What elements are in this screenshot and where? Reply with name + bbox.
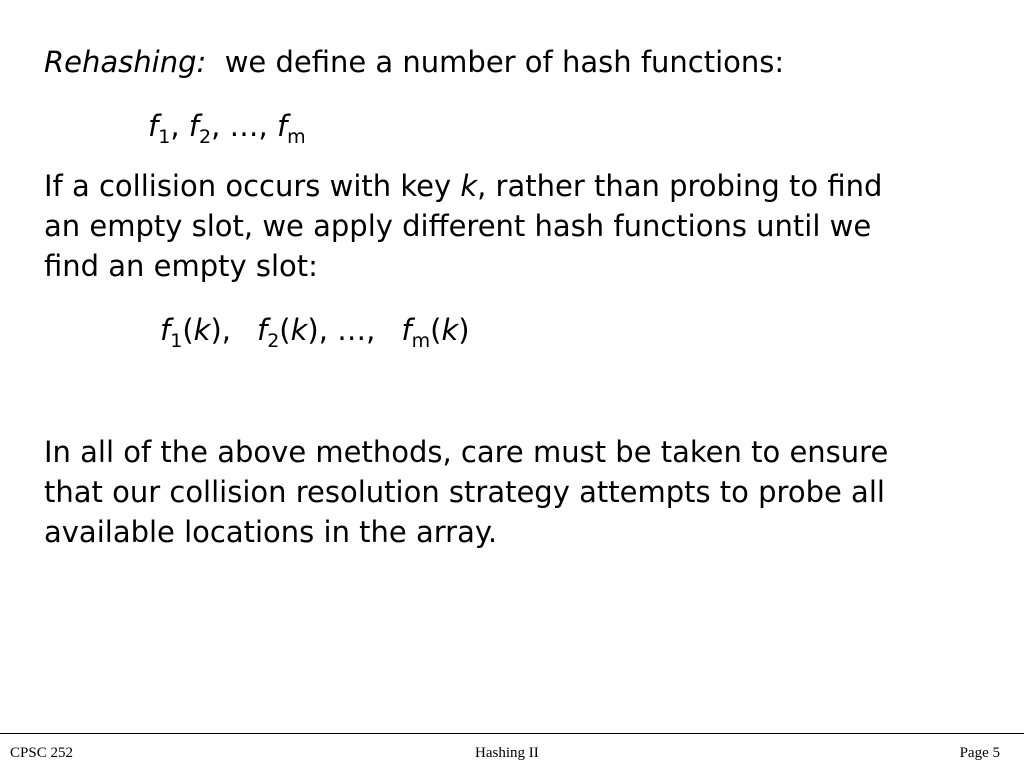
function-subscript: 2: [198, 126, 212, 148]
function-separator: ,: [221, 313, 231, 347]
paren: (: [430, 313, 442, 347]
footer-divider: [0, 733, 1024, 734]
intro-text: we define a number of hash functions:: [224, 45, 785, 79]
footer-topic: Hashing II: [475, 745, 539, 761]
function-list: [148, 106, 306, 146]
function-symbol: f: [276, 109, 288, 143]
function-separator: , …,: [211, 109, 268, 143]
function-symbol: f: [160, 313, 171, 347]
function-symbol: f: [188, 109, 199, 143]
function-subscript: m: [411, 330, 431, 352]
function-subscript: 1: [158, 126, 171, 148]
footer-page-number: Page 5: [959, 745, 1000, 761]
collision-text: If a collision occurs with key: [44, 169, 452, 203]
paren: ): [210, 313, 222, 347]
function-symbol: f: [256, 313, 268, 347]
collision-line-1: [44, 166, 882, 206]
rehashing-label: Rehashing:: [44, 45, 207, 79]
collision-line-2: an empty slot, we apply different hash functions until we: [44, 209, 872, 243]
collision-line-3: find an empty slot:: [44, 249, 318, 283]
paren: (: [182, 313, 194, 347]
closing-line-1: In all of the above methods, care must be taken to ensure: [44, 435, 889, 469]
function-subscript: m: [287, 126, 306, 148]
function-symbol: f: [148, 109, 159, 143]
closing-line-3: available locations in the array.: [44, 515, 498, 549]
key-symbol: k: [441, 313, 459, 347]
footer-course: CPSC 252: [10, 745, 73, 761]
function-separator: ,: [170, 109, 180, 143]
function-symbol: f: [401, 313, 412, 347]
paren: ): [458, 313, 470, 347]
key-symbol: k: [460, 169, 478, 203]
key-symbol: k: [193, 313, 211, 347]
collision-text: , rather than probing to find: [477, 169, 883, 203]
closing-line-2: that our collision resolution strategy attempts to probe all: [44, 475, 885, 509]
applied-functions: [160, 310, 470, 350]
function-subscript: 2: [267, 330, 280, 352]
intro-line: [44, 42, 784, 82]
paren: ): [307, 313, 319, 347]
function-separator: , …,: [318, 313, 376, 347]
paren: (: [279, 313, 291, 347]
key-symbol: k: [290, 313, 308, 347]
function-subscript: 1: [170, 330, 183, 352]
